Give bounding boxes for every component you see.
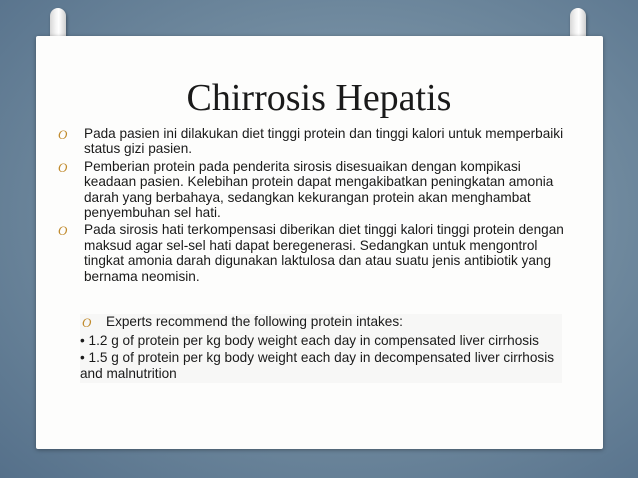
bullet-text: Pemberian protein pada penderita sirosis disesuaikan dengan kompikasi keadaan pasien. Kelebihan protein dapat mengakibatkan peningkatan amonia darah yang berbahaya, sedangkan kekurangan protein akan menghambat penyembuhan sel hati. — [84, 158, 554, 221]
bullet-text: Pada sirosis hati terkompensasi diberikan diet tinggi kalori tinggi protein dengan maksud agar sel-sel hati dapat beregenerasi. Sedangkan untuk mengontrol tingkat amonia darah digunakan laktulosa dan atau suatu jenis antibiotik yang bernama neomisin. — [84, 222, 564, 284]
bullet-marker-icon: O — [82, 315, 92, 330]
slide-title: Chirrosis Hepatis — [186, 77, 452, 119]
expert-recommendation-box — [80, 314, 562, 383]
bullet-item — [58, 158, 564, 221]
expert-intake-decompensated: • 1.5 g of protein per kg body weight each day in decompensated liver cirrhosis and malnutrition — [80, 350, 555, 381]
expert-heading-line — [80, 314, 562, 330]
bullet-marker-icon: O — [58, 159, 68, 175]
bullet-marker-icon: O — [58, 127, 68, 142]
bullet-list — [58, 126, 564, 286]
bullet-item — [58, 222, 564, 284]
expert-intake-compensated: • 1.2 g of protein per kg body weight each day in compensated liver cirrhosis — [80, 332, 539, 348]
bullet-marker-icon: O — [58, 223, 68, 239]
expert-heading: Experts recommend the following protein intakes: — [106, 314, 403, 329]
bullet-text: Pada pasien ini dilakukan diet tinggi protein dan tinggi kalori untuk memperbaiki status gizi pasien. — [84, 126, 564, 157]
bullet-item — [58, 126, 564, 157]
